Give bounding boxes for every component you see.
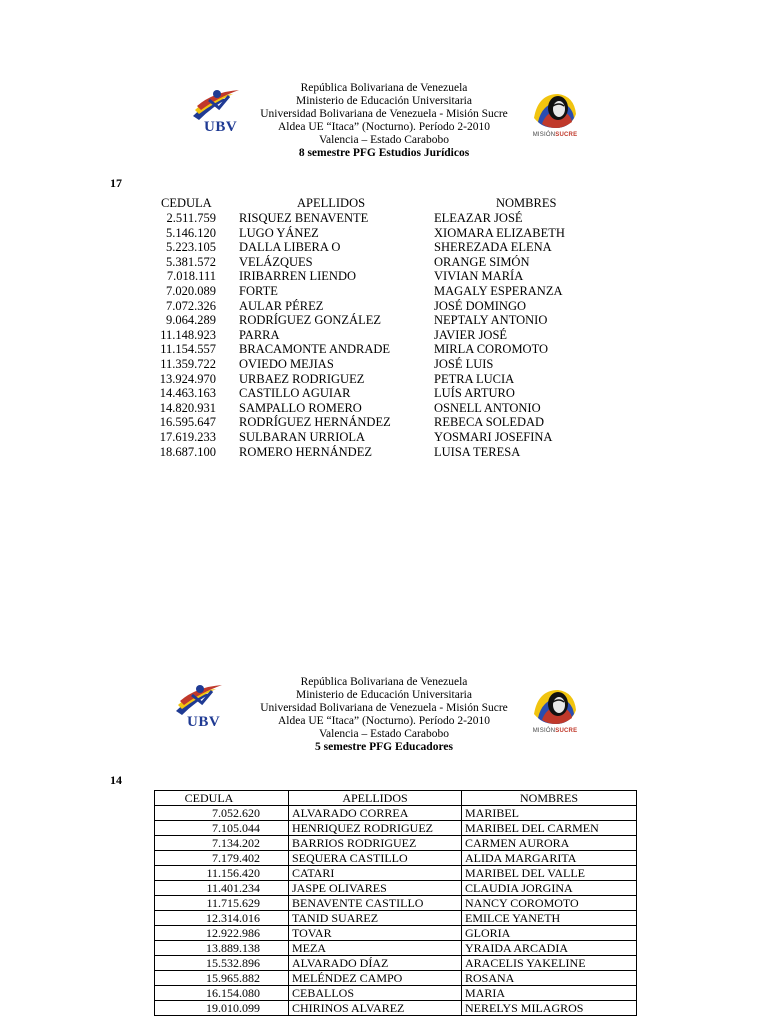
nombres-cell: SHEREZADA ELENA	[434, 240, 552, 255]
header-subtitle: 5 semestre PFG Educadores	[315, 741, 453, 753]
nombres-cell: ARACELIS YAKELINE	[462, 956, 637, 971]
cedula-cell: 7.105.044	[155, 821, 289, 836]
apellidos-cell: CATARI	[289, 866, 462, 881]
apellidos-cell: DALLA LIBERA O	[239, 240, 341, 255]
student-count: 14	[110, 773, 122, 787]
apellidos-cell: CASTILLO AGUIAR	[239, 386, 351, 401]
nombres-cell: JOSÉ DOMINGO	[434, 298, 527, 313]
header-line: República Bolivariana de Venezuela	[300, 82, 468, 94]
ubv-logo-text: UBV	[187, 714, 221, 730]
table-row	[150, 386, 590, 401]
table-row	[150, 342, 590, 357]
apellidos-cell: TOVAR	[289, 926, 462, 941]
table-row	[155, 896, 637, 911]
table-body	[150, 211, 590, 459]
table-row	[155, 926, 637, 941]
cedula-cell: 15.532.896	[155, 956, 289, 971]
apellidos-cell: PARRA	[239, 327, 280, 342]
apellidos-cell: SEQUERA CASTILLO	[289, 851, 462, 866]
nombres-cell: VIVIAN MARÍA	[434, 269, 524, 284]
nombres-cell: MARIBEL DEL CARMEN	[462, 821, 637, 836]
apellidos-cell: SULBARAN URRIOLA	[239, 429, 366, 444]
table-row	[150, 372, 590, 387]
table-row	[155, 806, 637, 821]
cedula-cell: 19.010.099	[155, 1001, 289, 1016]
nombres-cell: GLORIA	[462, 926, 637, 941]
cedula-cell: 14.463.163	[159, 386, 216, 401]
bolivar-portrait-icon	[528, 88, 582, 132]
cedula-cell: 7.052.620	[155, 806, 289, 821]
ubv-logo-text: UBV	[204, 119, 238, 135]
cedula-cell: 5.146.120	[166, 225, 216, 240]
header-line: Valencia – Estado Carabobo	[319, 728, 449, 740]
table-row	[155, 866, 637, 881]
apellidos-cell: BRACAMONTE ANDRADE	[239, 342, 391, 357]
nombres-cell: ROSANA	[462, 971, 637, 986]
cedula-cell: 11.156.420	[155, 866, 289, 881]
apellidos-cell: IRIBARREN LIENDO	[239, 269, 357, 284]
apellidos-cell: VELÁZQUES	[239, 254, 313, 269]
cedula-cell: 17.619.233	[159, 429, 216, 444]
nombres-cell: OSNELL ANTONIO	[434, 400, 541, 415]
nombres-cell: ORANGE SIMÓN	[434, 254, 530, 269]
header-line: Aldea UE “Itaca” (Nocturno). Período 2-2010	[277, 121, 491, 133]
table-row	[150, 313, 590, 328]
cedula-cell: 13.924.970	[159, 371, 216, 386]
table-row	[150, 357, 590, 372]
table-header-row	[150, 195, 590, 211]
apellidos-cell: ROMERO HERNÁNDEZ	[239, 444, 372, 459]
table-row	[155, 986, 637, 1001]
apellidos-cell: BENAVENTE CASTILLO	[289, 896, 462, 911]
table-row	[150, 269, 590, 284]
table-row	[155, 881, 637, 896]
apellidos-cell: ALVARADO CORREA	[289, 806, 462, 821]
nombres-cell: REBECA SOLEDAD	[434, 415, 545, 430]
apellidos-cell: CHIRINOS ALVAREZ	[289, 1001, 462, 1016]
apellidos-cell: BARRIOS RODRIGUEZ	[289, 836, 462, 851]
table-row	[155, 971, 637, 986]
mision-sucre-logo	[528, 684, 582, 742]
cedula-cell: 16.154.080	[155, 986, 289, 1001]
nombres-cell: MIRLA COROMOTO	[434, 342, 549, 357]
document-header-1	[0, 82, 768, 160]
cedula-cell: 11.148.923	[160, 327, 216, 342]
cedula-cell: 7.179.402	[155, 851, 289, 866]
nombres-cell: ALIDA MARGARITA	[462, 851, 637, 866]
nombres-cell: MARIA	[462, 986, 637, 1001]
nombres-cell: YOSMARI JOSEFINA	[434, 429, 553, 444]
mision-sucre-logo	[528, 88, 582, 146]
table-row	[155, 911, 637, 926]
apellidos-cell: MEZA	[289, 941, 462, 956]
cedula-cell: 11.154.557	[160, 342, 216, 357]
cedula-cell: 15.965.882	[155, 971, 289, 986]
nombres-cell: XIOMARA ELIZABETH	[434, 225, 565, 240]
apellidos-cell: RODRÍGUEZ HERNÁNDEZ	[239, 415, 391, 430]
header-line: Aldea UE “Itaca” (Nocturno). Período 2-2010	[277, 715, 491, 727]
cedula-cell: 2.511.759	[166, 211, 216, 225]
table-row	[150, 328, 590, 343]
apellidos-cell: ALVARADO DÍAZ	[289, 956, 462, 971]
cedula-cell: 14.820.931	[159, 400, 216, 415]
cedula-cell: 11.401.234	[155, 881, 289, 896]
cedula-cell: 7.134.202	[155, 836, 289, 851]
apellidos-cell: CEBALLOS	[289, 986, 462, 1001]
table-row	[150, 211, 590, 226]
cedula-cell: 5.381.572	[166, 254, 216, 269]
nombres-cell: YRAIDA ARCADIA	[462, 941, 637, 956]
header-line: Universidad Bolivariana de Venezuela - Misión Sucre	[260, 108, 508, 120]
student-list-1	[150, 195, 590, 459]
table-body	[155, 806, 637, 1016]
column-header-apellidos: APELLIDOS	[297, 196, 366, 210]
cedula-cell: 7.020.089	[166, 283, 216, 298]
document-header-2	[0, 676, 768, 754]
column-header-nombres: NOMBRES	[496, 196, 557, 210]
student-table-2	[154, 790, 637, 1016]
apellidos-cell: URBAEZ RODRIGUEZ	[239, 371, 365, 386]
header-line: Ministerio de Educación Universitaria	[296, 689, 472, 701]
nombres-cell: JAVIER JOSÉ	[434, 327, 508, 342]
cedula-cell: 12.314.016	[155, 911, 289, 926]
header-subtitle: 8 semestre PFG Estudios Jurídicos	[298, 147, 470, 159]
cedula-cell: 11.359.722	[160, 356, 216, 371]
column-header-nombres: NOMBRES	[462, 791, 637, 806]
cedula-cell: 13.889.138	[155, 941, 289, 956]
nombres-cell: MAGALY ESPERANZA	[434, 283, 563, 298]
table-row	[150, 445, 590, 460]
header-line: República Bolivariana de Venezuela	[300, 676, 468, 688]
table-row	[155, 836, 637, 851]
nombres-cell: NANCY COROMOTO	[462, 896, 637, 911]
table-row	[155, 1001, 637, 1016]
table-row	[150, 415, 590, 430]
mision-sucre-logo-text: MISIÓNSUCRE	[532, 132, 578, 138]
cedula-cell: 9.064.289	[166, 313, 216, 328]
table-row	[150, 255, 590, 270]
header-line: Ministerio de Educación Universitaria	[296, 95, 472, 107]
apellidos-cell: RISQUEZ BENAVENTE	[239, 211, 369, 225]
nombres-cell: NEPTALY ANTONIO	[434, 313, 548, 328]
header-line: Universidad Bolivariana de Venezuela - Misión Sucre	[260, 702, 508, 714]
cedula-cell: 11.715.629	[155, 896, 289, 911]
apellidos-cell: TANID SUAREZ	[289, 911, 462, 926]
table-row	[150, 299, 590, 314]
column-header-cedula: CEDULA	[155, 791, 289, 806]
apellidos-cell: OVIEDO MEJIAS	[239, 356, 334, 371]
cedula-cell: 7.072.326	[166, 298, 216, 313]
cedula-cell: 18.687.100	[159, 444, 216, 459]
table-row	[155, 851, 637, 866]
nombres-cell: PETRA LUCIA	[434, 371, 515, 386]
table-row	[150, 430, 590, 445]
table-row	[155, 941, 637, 956]
column-header-cedula: CEDULA	[161, 196, 212, 210]
cedula-cell: 16.595.647	[159, 415, 216, 430]
apellidos-cell: SAMPALLO ROMERO	[239, 400, 362, 415]
table-row	[150, 226, 590, 241]
nombres-cell: CARMEN AURORA	[462, 836, 637, 851]
apellidos-cell: RODRÍGUEZ GONZÁLEZ	[239, 313, 381, 328]
cedula-cell: 12.922.986	[155, 926, 289, 941]
table-row	[150, 284, 590, 299]
table-header-row	[155, 791, 637, 806]
header-line: Valencia – Estado Carabobo	[319, 134, 449, 146]
apellidos-cell: MELÉNDEZ CAMPO	[289, 971, 462, 986]
mision-sucre-logo-text: MISIÓNSUCRE	[532, 728, 578, 734]
apellidos-cell: FORTE	[239, 283, 278, 298]
nombres-cell: NERELYS MILAGROS	[462, 1001, 637, 1016]
nombres-cell: MARIBEL DEL VALLE	[462, 866, 637, 881]
table-row	[155, 956, 637, 971]
nombres-cell: LUÍS ARTURO	[434, 386, 515, 401]
cedula-cell: 5.223.105	[166, 240, 216, 255]
nombres-cell: MARIBEL	[462, 806, 637, 821]
student-count: 17	[110, 176, 122, 190]
apellidos-cell: JASPE OLIVARES	[289, 881, 462, 896]
bolivar-portrait-icon	[528, 684, 582, 728]
column-header-apellidos: APELLIDOS	[289, 791, 462, 806]
apellidos-cell: LUGO YÁNEZ	[239, 225, 319, 240]
nombres-cell: JOSÉ LUIS	[434, 356, 494, 371]
nombres-cell: EMILCE YANETH	[462, 911, 637, 926]
table-row	[150, 401, 590, 416]
apellidos-cell: HENRIQUEZ RODRIGUEZ	[289, 821, 462, 836]
apellidos-cell: AULAR PÉREZ	[239, 298, 324, 313]
nombres-cell: ELEAZAR JOSÉ	[434, 211, 523, 225]
table-row	[155, 821, 637, 836]
nombres-cell: CLAUDIA JORGINA	[462, 881, 637, 896]
cedula-cell: 7.018.111	[166, 269, 216, 284]
nombres-cell: LUISA TERESA	[434, 444, 521, 459]
table-row	[150, 240, 590, 255]
